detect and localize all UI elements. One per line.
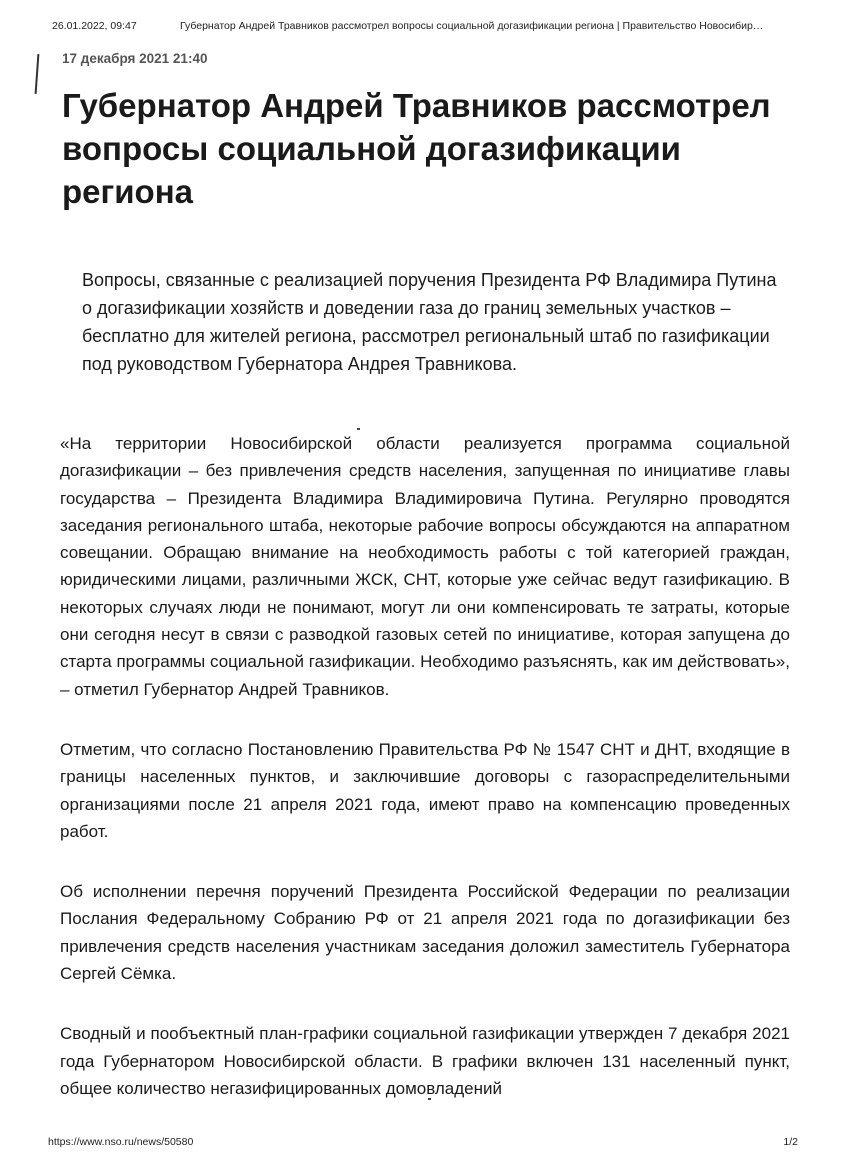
article-lead: Вопросы, связанные с реализацией поручения Президента РФ Владимира Путина о догазификации хозяйств и доведении газа до границ земельных участков – бесплатно для жителей региона, рассмотрел региональный штаб по газификации под руководством Губернатора Андрея Травникова. bbox=[82, 270, 777, 374]
scan-speck bbox=[357, 428, 360, 430]
article-paragraph: «На территории Новосибирской области реализуется программа социальной догазификации – без привлечения средств населения, запущенная по инициативе главы государства – Президента Владимира Владимировича Путина. Регулярно проводятся заседания регионального штаба, некоторые рабочие вопросы обсуждаются на аппаратном совещании. Обращаю внимание на необходимость работы с той категорией граждан, юридическими лицами, различными ЖСК, СНТ, которые уже сейчас ведут газификацию. В некоторых случаях люди не понимают, могут ли они компенсировать те затраты, которые они сегодня несут в связи с разводкой газовых сетей по инициативе, которая запущена до старта программы социальной газификации. Необходимо разъяснять, как им действовать», – отметил Губернатор Андрей Травников. bbox=[60, 434, 790, 699]
print-header bbox=[52, 20, 810, 36]
article-paragraph: Отметим, что согласно Постановлению Правительства РФ № 1547 СНТ и ДНТ, входящие в границы населенных пунктов, и заключившие договоры с газораспределительными организациями после 21 апреля 2021 года, имеют право на компенсацию проведенных работ. bbox=[60, 739, 790, 841]
article-title: Губернатор Андрей Травников рассмотрел вопросы социальной догазификации региона bbox=[62, 87, 771, 210]
page-number: 1/2 bbox=[783, 1136, 798, 1148]
article-paragraph: Сводный и пообъектный план-графики социальной газификации утвержден 7 декабря 2021 года Губернатором Новосибирской области. В графики включен 131 населенный пункт, общее количество негазифицированных домовладений bbox=[60, 1024, 790, 1098]
scan-mark bbox=[35, 54, 40, 94]
page-url: https://www.nso.ru/news/50580 bbox=[48, 1136, 194, 1148]
print-date: 26.01.2022, 09:47 bbox=[52, 20, 137, 32]
print-page-title: Губернатор Андрей Травников рассмотрел вопросы социальной догазификации региона | Правительство Новосибир… bbox=[180, 20, 764, 32]
article-paragraph: Об исполнении перечня поручений Президента Российской Федерации по реализации Послания Федеральному Собранию РФ от 21 апреля 2021 года по догазификации без привлечения средств населения участникам заседания доложил заместитель Губернатора Сергей Сёмка. bbox=[60, 882, 790, 984]
scan-speck bbox=[428, 1098, 431, 1100]
article-date: 17 декабря 2021 21:40 bbox=[62, 51, 208, 66]
article-body bbox=[60, 430, 790, 1135]
